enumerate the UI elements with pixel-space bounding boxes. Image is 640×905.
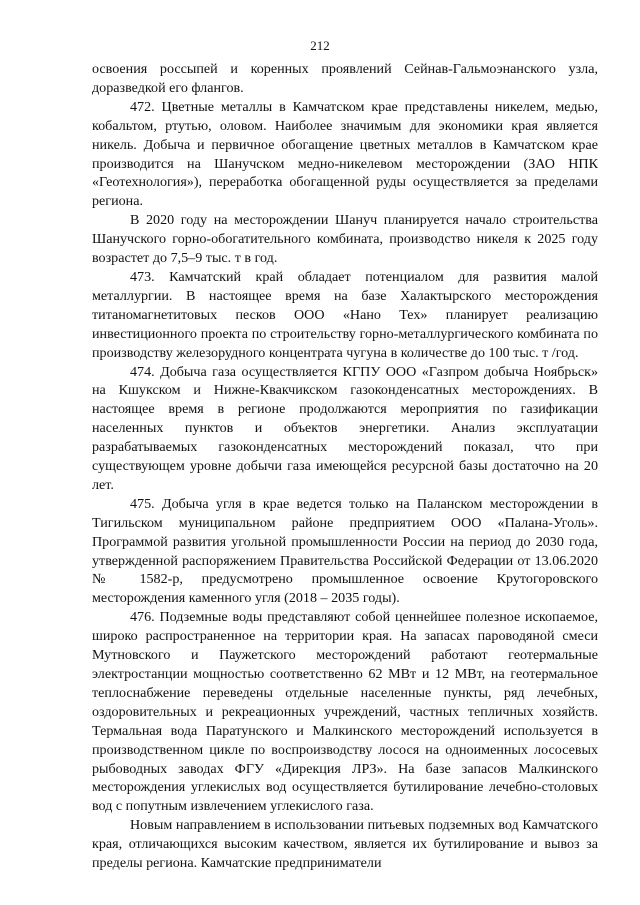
paragraph-shanuch-2020: В 2020 году на месторождении Шануч планируется начало строительства Шанучского горно-обогатительного комбината, производство никеля к 2025 году возрастет до 7,5–9 тыс. т в год.: [92, 212, 598, 267]
paragraph-continuation: освоения россыпей и коренных проявлений Сейнав-Гальмоэнанского узла, доразведкой его флангов.: [92, 61, 598, 96]
paragraph-475: 475. Добыча угля в крае ведется только на Паланском месторождении в Тигильском муниципальном районе предприятием ООО «Палана-Уголь». Программой развития угольной промышленности России на период до 2030 года, утвержденной распоряжением Правительства Российской Федерации от 13.06.2020 № 1582-р, предусмотрено промышленное освоение Крутогоровского месторождения каменного угля (2018 – 2035 годы).: [92, 495, 598, 607]
paragraph-473: 473. Камчатский край обладает потенциалом для развития малой металлургии. В настоящее время на базе Халактырского месторождения титаномагнетитовых песков ООО «Нано Тех» планирует реализацию инвестиционного проекта по строительству горно-металлургического комбината по производству железорудного концентрата чугуна в количестве до 100 тыс. т /год.: [92, 268, 598, 361]
page-number: 212: [310, 38, 330, 53]
paragraph-476: 476. Подземные воды представляют собой ценнейшее полезное ископаемое, широко распространенное на территории края. На запасах пароводяной смеси Мутновского и Паужетского месторождений работают геотермальные электростанции мощностью соответственно 62 МВт и 12 МВт, на геотермальное теплоснабжение переведены отдельные населенные пункты, ряд лечебных, оздоровительных и рекреационных учреждений, частных тепличных хозяйств. Термальная вода Паратунского и Малкинского месторождений используется в производственном цикле по воспроизводству лосося на одноименных лососевых рыбоводных заводах ФГУ «Дирекция ЛРЗ». На базе запасов Малкинского месторождения углекислых вод осуществляется бутилирование лечебно-столовых вод с попутным извлечением углекислого газа.: [92, 609, 598, 815]
paragraph-474: 474. Добыча газа осуществляется КГПУ ООО «Газпром добыча Ноябрьск» на Кшукском и Нижне-Квакчикском газоконденсатных месторождениях. В настоящее время в регионе продолжаются мероприятия по газификации населенных пунктов и объектов энергетики. Анализ эксплуатации разрабатываемых газоконденсатных месторождений показал, что при существующем уровне добычи газа имеющейся ресурсной базы достаточно на 20 лет.: [92, 363, 598, 493]
paragraph-drinking-water: Новым направлением в использовании питьевых подземных вод Камчатского края, отличающихся высоким качеством, является их бутилирование и вывоз за пределы региона. Камчатские предприниматели: [92, 817, 598, 872]
page-body: [92, 60, 598, 873]
paragraph-472: 472. Цветные металлы в Камчатском крае представлены никелем, медью, кобальтом, ртутью, оловом. Наиболее значимым для экономики края является никель. Добыча и первичное обогащение цветных металлов в Камчатском крае производится на Шанучском медно-никелевом месторождении (ЗАО НПК «Геотехнология»), переработка обогащенной руды осуществляется за пределами региона.: [92, 98, 598, 210]
